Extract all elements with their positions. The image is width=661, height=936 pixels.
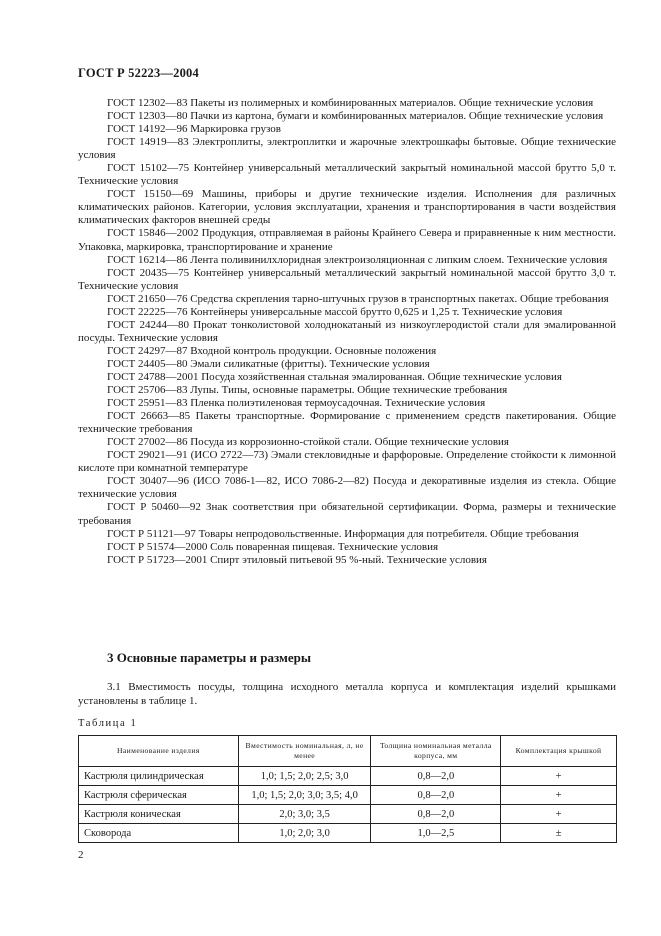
reference-item: ГОСТ 22225—76 Контейнеры универсальные массой брутто 0,625 и 1,25 т. Технические условия — [107, 305, 563, 318]
reference-item: ГОСТ 27002—86 Посуда из коррозионно-стойкой стали. Общие технические условия — [107, 436, 509, 449]
table-cell: + — [501, 767, 617, 786]
reference-item: ГОСТ 15102—75 Контейнер универсальный металлический закрытый номинальной массой брутто 5,0 т. Технические условия — [78, 162, 616, 188]
section-paragraph: 3.1 Вместимость посуды, толщина исходного металла корпуса и комплектация изделий крышками установлены в таблице 1. — [78, 681, 616, 707]
reference-item: ГОСТ 30407—96 (ИСО 7086-1—82, ИСО 7086-2—82) Посуда и декоративные изделия из стекла. Общие технические условия — [78, 475, 616, 501]
reference-item: ГОСТ 14919—83 Электроплиты, электроплитки и жарочные электрошкафы бытовые. Общие технические условия — [78, 136, 616, 162]
section-heading: 3 Основные параметры и размеры — [107, 650, 312, 665]
column-header: Вместимость номинальная, л, не менее — [238, 736, 371, 767]
reference-item: ГОСТ Р 51574—2000 Соль поваренная пищевая. Технические условия — [107, 540, 439, 553]
table-cell: Кастрюля сферическая — [79, 786, 239, 805]
table-cell: 1,0; 1,5; 2,0; 2,5; 3,0 — [238, 767, 371, 786]
column-header: Наименование изделия — [79, 736, 239, 767]
table-cell: + — [501, 805, 617, 824]
table-row — [79, 786, 617, 805]
page-number: 2 — [78, 849, 84, 861]
reference-item: ГОСТ 25951—83 Пленка полиэтиленовая термоусадочная. Технические условия — [107, 397, 486, 410]
reference-item: ГОСТ 24788—2001 Посуда хозяйственная стальная эмалированная. Общие технические условия — [107, 370, 562, 383]
reference-item: ГОСТ 15150—69 Машины, приборы и другие технические изделия. Исполнения для различных климатических районов. Категории, условия эксплуатации, хранения и транспортирования в части воздействия климатических факторов внешней среды — [78, 188, 616, 227]
reference-item: ГОСТ 24297—87 Входной контроль продукции. Основные положения — [107, 344, 437, 357]
table-cell: Кастрюля цилиндрическая — [79, 767, 239, 786]
reference-item: ГОСТ 16214—86 Лента поливинилхлоридная электроизоляционная с липким слоем. Технические условия — [107, 253, 608, 266]
table-cell: ± — [501, 824, 617, 843]
table-cell: 1,0—2,5 — [371, 824, 501, 843]
table-cell: 0,8—2,0 — [371, 767, 501, 786]
specification-table — [78, 735, 617, 843]
reference-item: ГОСТ 21650—76 Средства скрепления тарно-штучных грузов в транспортных пакетах. Общие требования — [107, 292, 609, 305]
table-cell: 1,0; 1,5; 2,0; 3,0; 3,5; 4,0 — [238, 786, 371, 805]
table-caption: Таблица 1 — [78, 718, 138, 729]
reference-item: ГОСТ 24244—80 Прокат тонколистовой холоднокатаный из низкоуглеродистой стали для эмалированной посуды. Технические условия — [78, 318, 616, 344]
reference-item: ГОСТ 24405—80 Эмали силикатные (фритты). Технические условия — [107, 357, 430, 370]
column-header: Толщина номинальная металла корпуса, мм — [371, 736, 501, 767]
document-header: ГОСТ Р 52223—2004 — [78, 66, 199, 80]
reference-item: ГОСТ 20435—75 Контейнер универсальный металлический закрытый номинальной массой брутто 3,0 т. Технические условия — [78, 266, 616, 292]
table-row — [79, 767, 617, 786]
reference-item: ГОСТ Р 51723—2001 Спирт этиловый питьевой 95 %-ный. Технические условия — [107, 553, 487, 566]
table-row — [79, 805, 617, 824]
reference-item: ГОСТ 15846—2002 Продукция, отправляемая в районы Крайнего Севера и приравненные к ним местности. Упаковка, маркировка, транспортирование и хранение — [78, 227, 616, 253]
standards-reference-list — [78, 97, 616, 567]
reference-item: ГОСТ 29021—91 (ИСО 2722—73) Эмали стекловидные и фарфоровые. Определение стойкости к лимонной кислоте при комнатной температуре — [78, 449, 616, 475]
reference-item: ГОСТ Р 50460—92 Знак соответствия при обязательной сертификации. Форма, размеры и технические требования — [78, 501, 616, 527]
table-cell: 2,0; 3,0; 3,5 — [238, 805, 371, 824]
column-header: Комплектация крышкой — [501, 736, 617, 767]
table-header-row — [79, 736, 617, 767]
table-cell: 0,8—2,0 — [371, 786, 501, 805]
table-cell: 0,8—2,0 — [371, 805, 501, 824]
table-cell: Сковорода — [79, 824, 239, 843]
reference-item: ГОСТ 26663—85 Пакеты транспортные. Формирование с применением средств пакетирования. Общие технические требования — [78, 410, 616, 436]
reference-item: ГОСТ 12303—80 Пачки из картона, бумаги и комбинированных материалов. Общие технические условия — [107, 110, 604, 123]
table-cell: 1,0; 2,0; 3,0 — [238, 824, 371, 843]
table-cell: Кастрюля коническая — [79, 805, 239, 824]
reference-item: ГОСТ Р 51121—97 Товары непродовольственные. Информация для потребителя. Общие требования — [107, 527, 579, 540]
table-cell: + — [501, 786, 617, 805]
reference-item: ГОСТ 25706—83 Лупы. Типы, основные параметры. Общие технические требования — [107, 384, 508, 397]
reference-item: ГОСТ 12302—83 Пакеты из полимерных и комбинированных материалов. Общие технические условия — [107, 97, 594, 109]
table-row — [79, 824, 617, 843]
reference-item: ГОСТ 14192—96 Маркировка грузов — [107, 123, 281, 136]
